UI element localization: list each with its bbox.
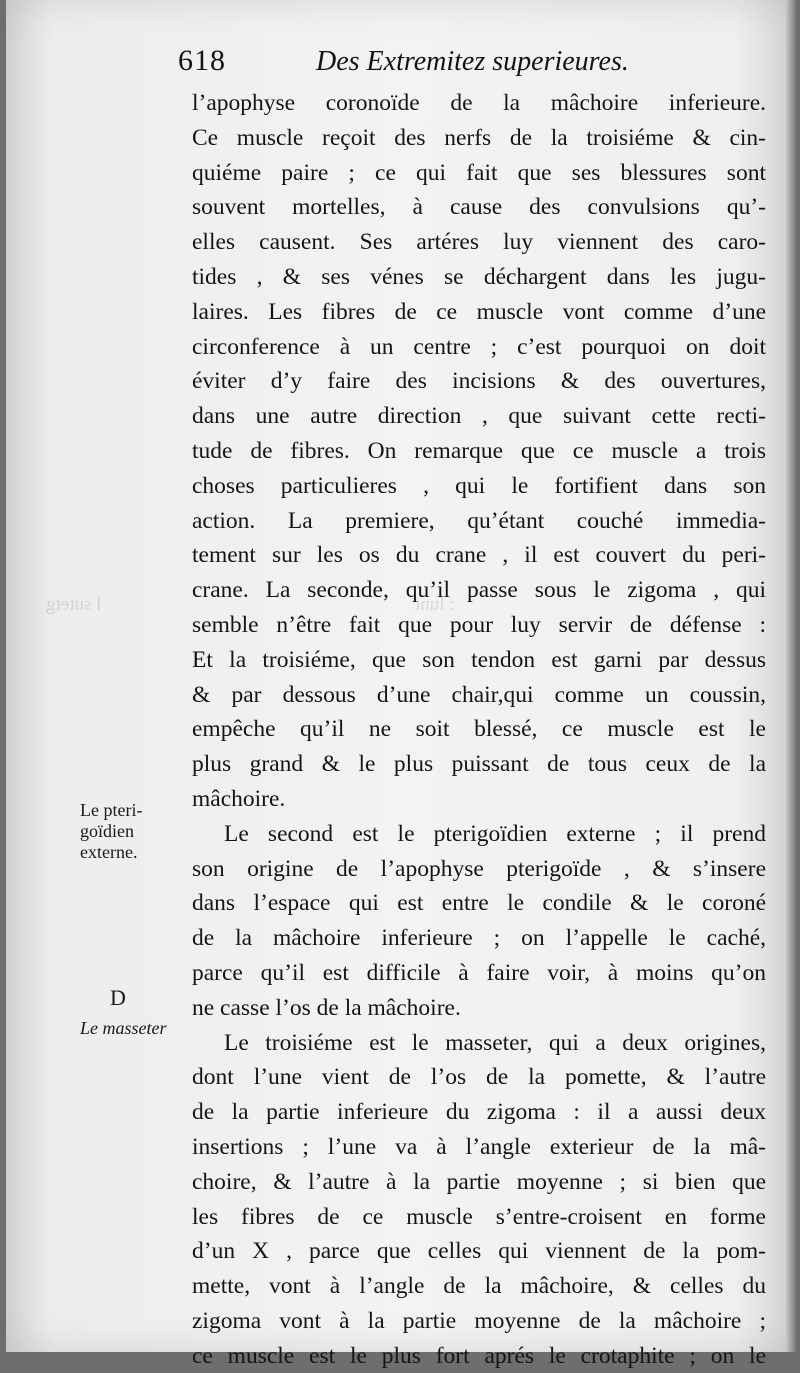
text-line: dont l’une vient de l’os de la pomette, & l’autre xyxy=(192,1064,766,1091)
bleed-through-text: : lunt l sutetg xyxy=(46,594,455,615)
text-line: ne casse l’os de la mâchoire. xyxy=(192,994,461,1021)
text-line: Le troisiéme est le masseter, qui a deux origines, xyxy=(224,1029,766,1056)
text-line: éviter d’y faire des incisions & des ouvertures, xyxy=(192,368,766,395)
book-page xyxy=(6,0,796,1369)
text-line: Ce muscle reçoit des nerfs de la troisiéme & cin- xyxy=(192,124,766,151)
margin-note-pterigoidien xyxy=(80,800,190,863)
text-line: mâchoire. xyxy=(192,785,286,812)
text-line: dans l’espace qui est entre le condile & le coroné xyxy=(192,890,766,917)
text-line: l’apophyse coronoïde de la mâchoire inferieure. xyxy=(192,90,766,116)
text-line: choses particulieres , qui le fortifient dans son xyxy=(192,472,766,499)
text-line: ce muscle est le plus fort aprés le crotaphite ; on le xyxy=(192,1342,766,1369)
text-line: elles causent. Ses artéres luy viennent des caro- xyxy=(192,229,766,256)
text-line: crane. La seconde, qu’il passe sous le zigoma , qui xyxy=(192,577,766,604)
text-line: tude de fibres. On remarque que ce muscle a trois xyxy=(192,437,766,464)
text-line: tement sur les os du crane , il est couvert du peri- xyxy=(192,542,766,569)
text-line: insertions ; l’une va à l’angle exterieur de la mâ- xyxy=(192,1133,766,1160)
text-line: empêche qu’il ne soit blessé, ce muscle est le xyxy=(192,716,766,743)
text-line: & par dessous d’une chair,qui comme un coussin, xyxy=(192,681,766,708)
text-line: de la partie inferieure du zigoma : il a aussi deux xyxy=(192,1099,766,1126)
text-line: semble n’être fait que pour luy servir de défense : xyxy=(192,611,766,638)
running-head xyxy=(176,44,776,88)
text-line: les fibres de ce muscle s’entre-croisent en forme xyxy=(192,1203,766,1230)
text-line: de la mâchoire inferieure ; on l’appelle le caché, xyxy=(192,925,766,952)
text-line: circonference à un centre ; c’est pourquoi on doit xyxy=(192,333,766,360)
text-line: Le second est le pterigoïdien externe ; il prend xyxy=(224,820,766,847)
running-title: Des Extremitez superieures. xyxy=(316,46,629,77)
margin-note-line: Le pteri- xyxy=(80,800,143,820)
text-line: tides , & ses vénes se déchargent dans les jugu- xyxy=(192,263,766,290)
text-line: zigoma vont à la partie moyenne de la mâchoire ; xyxy=(192,1307,766,1334)
text-line: quiéme paire ; ce qui fait que ses blessures sont xyxy=(192,159,766,186)
text-line: dans une autre direction , que suivant cette recti- xyxy=(192,403,766,430)
text-line: souvent mortelles, à cause des convulsions qu’- xyxy=(192,194,766,221)
text-line: mette, vont à l’angle de la mâchoire, & celles du xyxy=(192,1273,766,1300)
text-line: Et la troisiéme, que son tendon est garni par dessus xyxy=(192,646,766,673)
margin-note-letter: D xyxy=(110,985,126,1010)
text-line: choire, & l’autre à la partie moyenne ; si bien que xyxy=(192,1168,766,1195)
margin-note-masseter xyxy=(80,1018,190,1039)
body-text xyxy=(192,86,766,1373)
page-number: 618 xyxy=(178,44,226,77)
margin-note-line: externe. xyxy=(80,842,138,862)
text-line: action. La premiere, qu’étant couché immedia- xyxy=(192,507,766,534)
text-line: plus grand & le plus puissant de tous ceux de la xyxy=(192,751,766,778)
margin-note-line: Le masseter xyxy=(80,1018,167,1038)
margin-note-line: goïdien xyxy=(80,821,134,841)
text-line: d’un X , parce que celles qui viennent de la pom- xyxy=(192,1238,766,1265)
text-line: laires. Les fibres de ce muscle vont comme d’une xyxy=(192,298,766,325)
text-line: son origine de l’apophyse pterigoïde , & s’insere xyxy=(192,855,766,882)
text-line: parce qu’il est difficile à faire voir, à moins qu’on xyxy=(192,959,766,986)
page-edge xyxy=(786,0,796,1352)
